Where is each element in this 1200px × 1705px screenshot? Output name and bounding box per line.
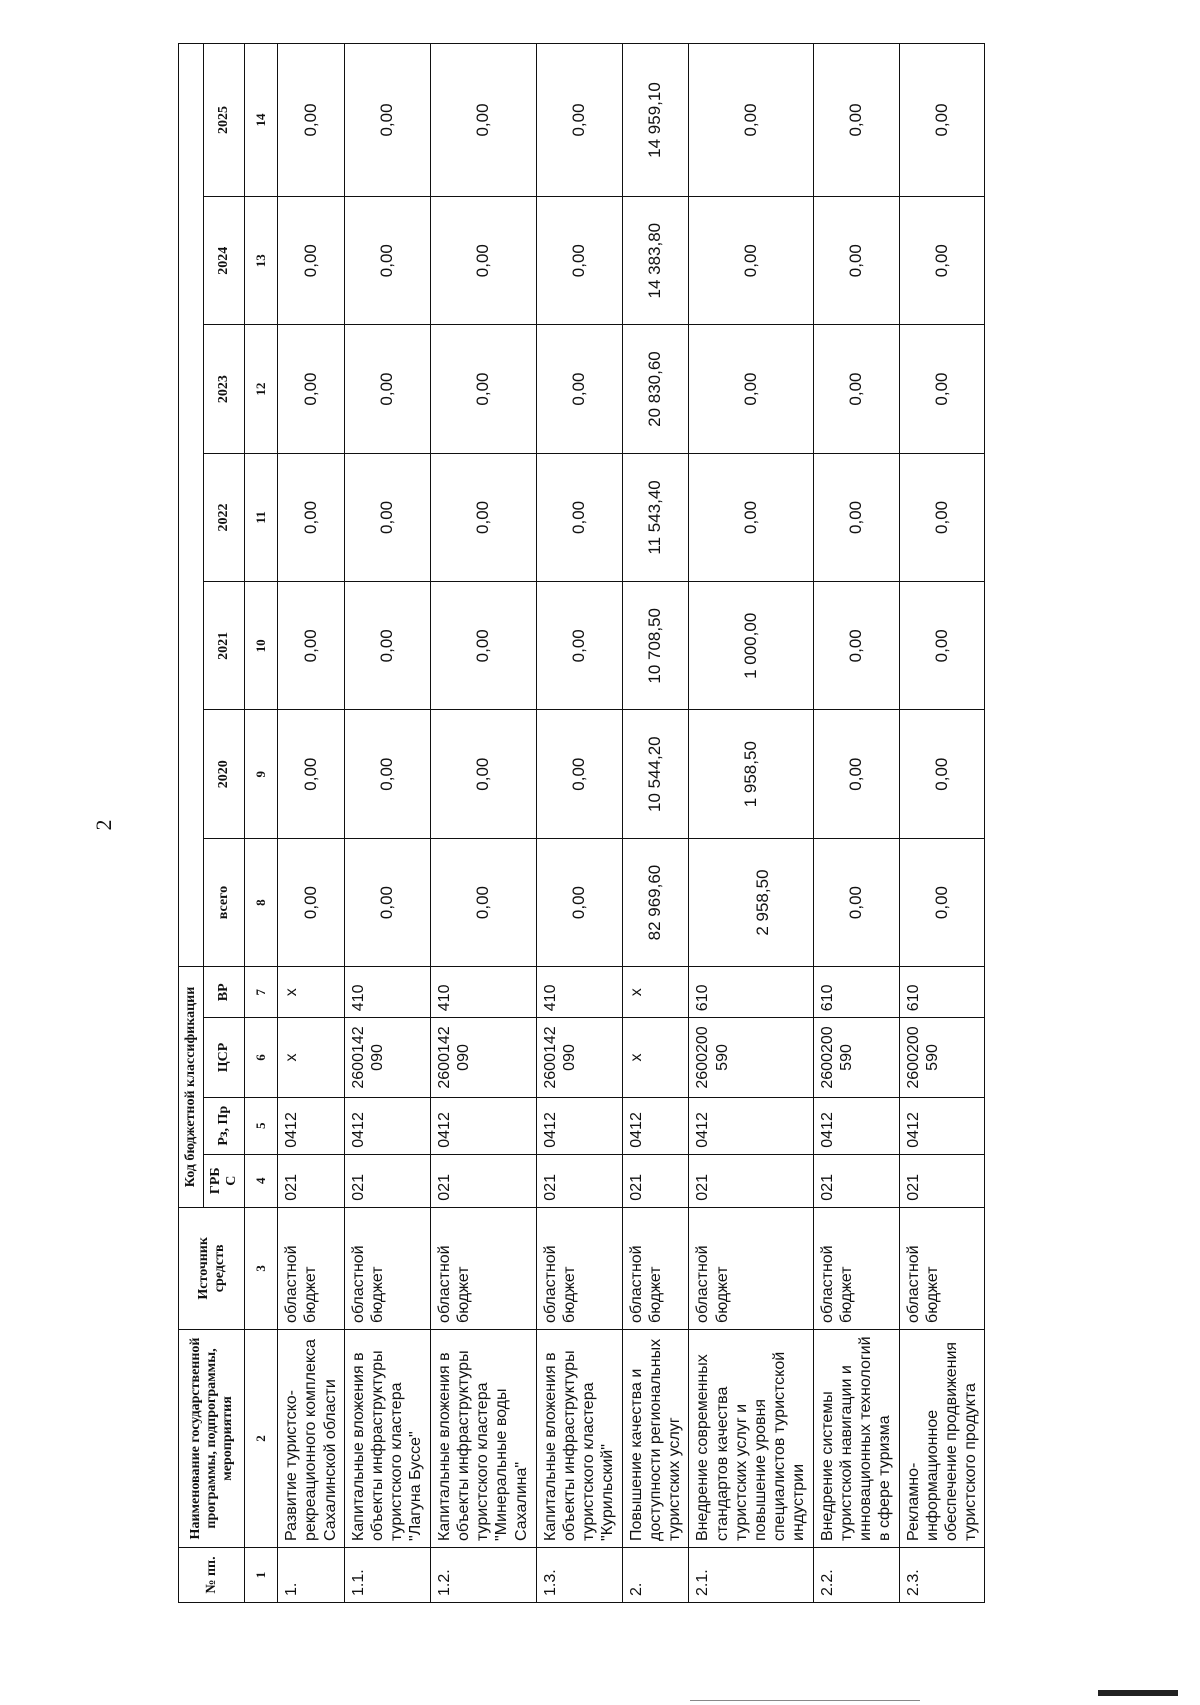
row-2025: 0,00 xyxy=(430,44,536,197)
table-row xyxy=(689,44,813,1603)
header-name: Наименование государственной программы, подпрограммы, мероприятия xyxy=(179,1329,245,1547)
row-2025: 0,00 xyxy=(344,44,430,197)
header-2025: 2025 xyxy=(204,44,245,197)
row-rz-pr: 0412 xyxy=(278,1097,345,1154)
row-2021: 0,00 xyxy=(899,582,985,710)
page-number: 2 xyxy=(91,819,116,831)
row-2022: 11 543,40 xyxy=(622,453,689,581)
row-2020: 0,00 xyxy=(536,710,622,838)
row-source: областной бюджет xyxy=(899,1207,985,1329)
row-grbs: 021 xyxy=(899,1154,985,1207)
column-number: 11 xyxy=(245,453,278,581)
column-number: 14 xyxy=(245,44,278,197)
row-grbs: 021 xyxy=(344,1154,430,1207)
row-2025: 14 959,10 xyxy=(622,44,689,197)
row-total: 82 969,60 xyxy=(622,838,689,966)
header-2022: 2022 xyxy=(204,453,245,581)
row-2024: 0,00 xyxy=(899,197,985,325)
header-vr: ВР xyxy=(204,967,245,1018)
header-amounts-blank xyxy=(179,44,204,967)
row-name: Развитие туристско-рекреационного комплекса Сахалинской области xyxy=(278,1329,345,1547)
row-2023: 0,00 xyxy=(278,325,345,453)
budget-table xyxy=(178,43,985,1603)
row-rz-pr: 0412 xyxy=(430,1097,536,1154)
row-2021: 10 708,50 xyxy=(622,582,689,710)
row-2025: 0,00 xyxy=(813,44,899,197)
row-name: Внедрение современных стандартов качества туристских услуг и повышение уровня специалистов туристской индустрии xyxy=(689,1329,813,1547)
row-source: областной бюджет xyxy=(813,1207,899,1329)
row-name: Внедрение системы туристской навигации и инновационных технологий в сфере туризма xyxy=(813,1329,899,1547)
header-2021: 2021 xyxy=(204,582,245,710)
row-grbs: 021 xyxy=(536,1154,622,1207)
row-total: 0,00 xyxy=(278,838,345,966)
row-num: 1.3. xyxy=(536,1547,622,1602)
row-vr: 610 xyxy=(899,967,985,1018)
row-grbs: 021 xyxy=(622,1154,689,1207)
header-total: всего xyxy=(204,838,245,966)
row-2023: 0,00 xyxy=(430,325,536,453)
row-name: Рекламно-информационное обеспечение продвижения туристского продукта xyxy=(899,1329,985,1547)
header-csr: ЦСР xyxy=(204,1018,245,1097)
row-2025: 0,00 xyxy=(278,44,345,197)
table-row xyxy=(344,44,430,1603)
row-2024: 0,00 xyxy=(813,197,899,325)
row-name: Повышение качества и доступности региональных туристских услуг xyxy=(622,1329,689,1547)
row-csr: х xyxy=(278,1018,345,1097)
column-number: 1 xyxy=(245,1547,278,1602)
row-2020: 0,00 xyxy=(344,710,430,838)
row-csr: 2600142 090 xyxy=(430,1018,536,1097)
column-number: 7 xyxy=(245,967,278,1018)
header-2020: 2020 xyxy=(204,710,245,838)
header-source: Источник средств xyxy=(179,1207,245,1329)
table-row xyxy=(278,44,345,1603)
row-2022: 0,00 xyxy=(344,453,430,581)
row-2020: 0,00 xyxy=(813,710,899,838)
row-num: 1.1. xyxy=(344,1547,430,1602)
row-2023: 0,00 xyxy=(813,325,899,453)
row-2023: 0,00 xyxy=(899,325,985,453)
table-row xyxy=(899,44,985,1603)
row-2023: 0,00 xyxy=(536,325,622,453)
row-vr: 410 xyxy=(536,967,622,1018)
row-2022: 0,00 xyxy=(430,453,536,581)
row-csr: 2600142 090 xyxy=(344,1018,430,1097)
row-num: 2. xyxy=(622,1547,689,1602)
column-number-row xyxy=(245,44,278,1603)
column-number: 2 xyxy=(245,1329,278,1547)
row-2021: 0,00 xyxy=(278,582,345,710)
row-2020: 0,00 xyxy=(899,710,985,838)
table-row xyxy=(430,44,536,1603)
header-num: № пп. xyxy=(179,1547,245,1602)
row-2021: 1 000,00 xyxy=(689,582,813,710)
row-2021: 0,00 xyxy=(430,582,536,710)
row-2023: 20 830,60 xyxy=(622,325,689,453)
row-total: 0,00 xyxy=(813,838,899,966)
row-source: областной бюджет xyxy=(344,1207,430,1329)
row-2021: 0,00 xyxy=(536,582,622,710)
row-grbs: 021 xyxy=(689,1154,813,1207)
scan-artifact-line xyxy=(690,1700,920,1701)
row-total: 0,00 xyxy=(430,838,536,966)
column-number: 9 xyxy=(245,710,278,838)
row-rz-pr: 0412 xyxy=(689,1097,813,1154)
rotated-table-wrapper xyxy=(178,43,1038,1603)
row-2022: 0,00 xyxy=(813,453,899,581)
scan-artifact-mark xyxy=(1098,1690,1178,1696)
row-vr: х xyxy=(622,967,689,1018)
row-num: 1.2. xyxy=(430,1547,536,1602)
header-2024: 2024 xyxy=(204,197,245,325)
column-number: 6 xyxy=(245,1018,278,1097)
row-source: областной бюджет xyxy=(689,1207,813,1329)
row-2020: 0,00 xyxy=(278,710,345,838)
row-name: Капитальные вложения в объекты инфраструктуры туристского кластера "Курильский" xyxy=(536,1329,622,1547)
row-2024: 0,00 xyxy=(278,197,345,325)
row-vr: 610 xyxy=(689,967,813,1018)
row-2025: 0,00 xyxy=(899,44,985,197)
column-number: 5 xyxy=(245,1097,278,1154)
row-csr: х xyxy=(622,1018,689,1097)
row-rz-pr: 0412 xyxy=(622,1097,689,1154)
table-row xyxy=(536,44,622,1603)
row-grbs: 021 xyxy=(430,1154,536,1207)
row-grbs: 021 xyxy=(813,1154,899,1207)
row-rz-pr: 0412 xyxy=(536,1097,622,1154)
row-2024: 0,00 xyxy=(689,197,813,325)
header-row-1 xyxy=(179,44,204,1603)
row-vr: 410 xyxy=(344,967,430,1018)
row-2025: 0,00 xyxy=(689,44,813,197)
row-source: областной бюджет xyxy=(430,1207,536,1329)
row-source: областной бюджет xyxy=(278,1207,345,1329)
row-grbs: 021 xyxy=(278,1154,345,1207)
row-2020: 1 958,50 xyxy=(689,710,813,838)
row-2021: 0,00 xyxy=(344,582,430,710)
table-row xyxy=(813,44,899,1603)
row-rz-pr: 0412 xyxy=(344,1097,430,1154)
column-number: 8 xyxy=(245,838,278,966)
column-number: 12 xyxy=(245,325,278,453)
row-name: Капитальные вложения в объекты инфраструктуры туристского кластера "Минеральные воды Сахалина" xyxy=(430,1329,536,1547)
row-2022: 0,00 xyxy=(278,453,345,581)
row-num: 2.3. xyxy=(899,1547,985,1602)
header-grbs: ГРБ С xyxy=(204,1154,245,1207)
row-source: областной бюджет xyxy=(622,1207,689,1329)
column-number: 3 xyxy=(245,1207,278,1329)
row-name: Капитальные вложения в объекты инфраструктуры туристского кластера "Лагуна Буссе" xyxy=(344,1329,430,1547)
row-2020: 0,00 xyxy=(430,710,536,838)
row-source: областной бюджет xyxy=(536,1207,622,1329)
row-vr: 610 xyxy=(813,967,899,1018)
row-total: 2 958,50 xyxy=(689,838,813,966)
row-2022: 0,00 xyxy=(899,453,985,581)
row-num: 1. xyxy=(278,1547,345,1602)
row-2022: 0,00 xyxy=(536,453,622,581)
row-rz-pr: 0412 xyxy=(813,1097,899,1154)
column-number: 13 xyxy=(245,197,278,325)
row-total: 0,00 xyxy=(344,838,430,966)
column-number: 10 xyxy=(245,582,278,710)
row-2022: 0,00 xyxy=(689,453,813,581)
row-csr: 2600200 590 xyxy=(813,1018,899,1097)
column-number: 4 xyxy=(245,1154,278,1207)
row-2024: 0,00 xyxy=(536,197,622,325)
row-2023: 0,00 xyxy=(344,325,430,453)
row-num: 2.2. xyxy=(813,1547,899,1602)
row-num: 2.1. xyxy=(689,1547,813,1602)
header-2023: 2023 xyxy=(204,325,245,453)
row-csr: 2600142 090 xyxy=(536,1018,622,1097)
header-code-group: Код бюджетной классификации xyxy=(179,967,204,1207)
row-total: 0,00 xyxy=(536,838,622,966)
row-2024: 0,00 xyxy=(344,197,430,325)
row-2024: 14 383,80 xyxy=(622,197,689,325)
row-csr: 2600200 590 xyxy=(899,1018,985,1097)
table-row xyxy=(622,44,689,1603)
row-vr: 410 xyxy=(430,967,536,1018)
row-2024: 0,00 xyxy=(430,197,536,325)
row-2023: 0,00 xyxy=(689,325,813,453)
row-2020: 10 544,20 xyxy=(622,710,689,838)
row-vr: х xyxy=(278,967,345,1018)
row-csr: 2600200 590 xyxy=(689,1018,813,1097)
row-rz-pr: 0412 xyxy=(899,1097,985,1154)
row-2025: 0,00 xyxy=(536,44,622,197)
row-total: 0,00 xyxy=(899,838,985,966)
header-rz-pr: Рз, Пр xyxy=(204,1097,245,1154)
row-2021: 0,00 xyxy=(813,582,899,710)
